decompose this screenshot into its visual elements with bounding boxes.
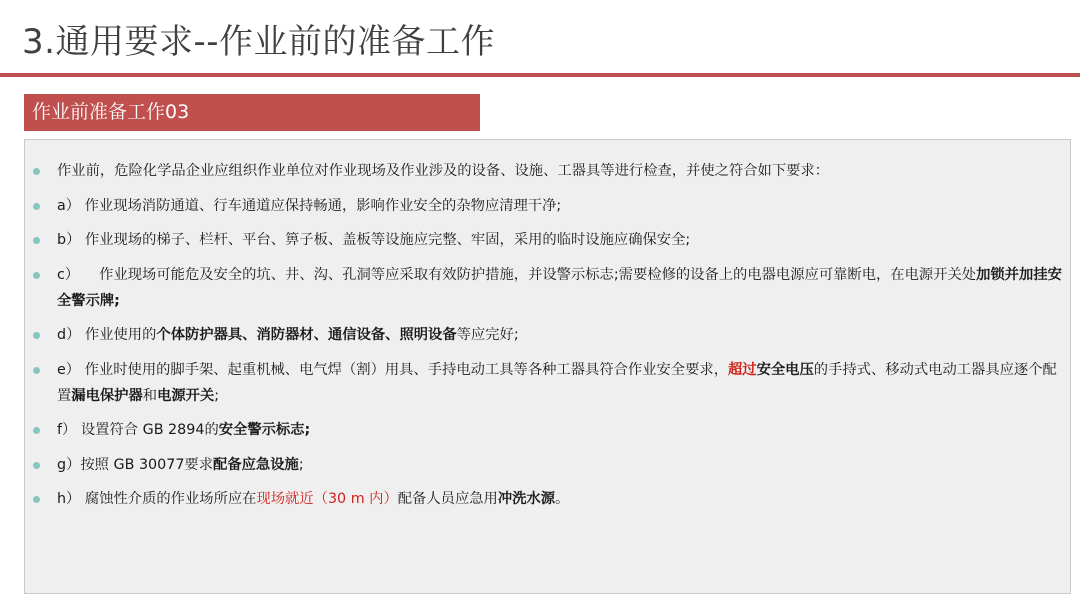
item-prefix: g） [57, 456, 81, 473]
item-prefix: c） [57, 266, 80, 283]
item-text: 腐蚀性介质的作业场所应在 [84, 491, 257, 507]
item-text: 作业时使用的脚手架、起重机械、电气焊（割）用具、手持电动工具等各种工器具符合作业安全要求， [84, 361, 728, 378]
bullet-icon [33, 272, 40, 279]
item-text-highlight: 超过 [728, 361, 757, 378]
item-text: 按照 GB 30077要求 [80, 456, 214, 473]
list-item-b [32, 227, 1066, 253]
section-label: 作业前准备工作03 [24, 94, 480, 131]
item-prefix: e） [57, 361, 81, 378]
item-text-bold: 加锁并加挂安全警示牌; [57, 266, 1062, 309]
item-text-bold: 漏电保护器 [71, 387, 143, 404]
item-text: 设置符合 GB 2894的 [80, 422, 219, 438]
list-item-d [32, 322, 1066, 348]
list-item-a [32, 193, 1066, 219]
item-text: 作业现场的梯子、栏杆、平台、箅子板、盖板等设施应完整、牢固，采用的临时设施应确保安全; [84, 232, 691, 248]
item-text-bold: 电源开关 [157, 387, 215, 404]
bullet-icon [33, 462, 40, 469]
item-prefix: d） [57, 327, 81, 343]
item-prefix: a） [57, 197, 81, 214]
item-text: 作业现场可能危及安全的坑、井、沟、孔洞等应采取有效防护措施，并设警示标志;需要检修的设备上的电器电源应可靠断电，在电源开关处 [99, 266, 977, 283]
slide-title: 3.通用要求--作业前的准备工作 [22, 22, 495, 62]
list-item-h [32, 486, 1066, 512]
bullet-icon [33, 168, 40, 175]
item-prefix: b） [57, 232, 81, 248]
item-text: 作业前，危险化学品企业应组织作业单位对作业现场及作业涉及的设备、设施、工器具等进行检查，并使之符合如下要求： [57, 163, 830, 179]
item-text: 配备人员应急用 [397, 491, 498, 507]
bullet-icon [33, 237, 40, 244]
item-text-bold: 配备应急设施 [213, 456, 299, 473]
bullet-icon [33, 427, 40, 434]
requirements-list [32, 158, 1066, 521]
item-text: 的手持式、移动式电动工器具应逐个配置 [57, 361, 1057, 404]
list-item-intro [32, 158, 1066, 184]
bullet-icon [33, 332, 40, 339]
bullet-icon [33, 496, 40, 503]
bullet-icon [33, 203, 40, 210]
list-item-g [32, 452, 1066, 478]
list-item-f [32, 417, 1066, 443]
list-item-c [32, 262, 1066, 314]
item-text: 作业使用的 [84, 327, 157, 343]
title-divider [0, 73, 1080, 77]
item-text-bold: 冲洗水源 [497, 491, 556, 507]
item-text-bold: 安全警示标志; [218, 422, 311, 438]
item-text-bold: 安全电压 [756, 361, 814, 378]
item-text: ; [214, 387, 220, 404]
item-prefix: h） [57, 491, 81, 507]
item-text-highlight: 现场就近（30 m 内） [256, 491, 398, 507]
item-text: 和 [142, 387, 158, 404]
item-text: 。 [555, 491, 570, 507]
item-prefix: f） [57, 422, 77, 438]
item-text: 等应完好; [456, 327, 519, 343]
bullet-icon [33, 367, 40, 374]
item-text: ; [298, 456, 304, 473]
list-item-e [32, 357, 1066, 409]
item-text: 作业现场消防通道、行车通道应保持畅通，影响作业安全的杂物应清理干净; [84, 197, 562, 214]
item-text-bold: 个体防护器具、消防器材、通信设备、照明设备 [156, 327, 457, 343]
